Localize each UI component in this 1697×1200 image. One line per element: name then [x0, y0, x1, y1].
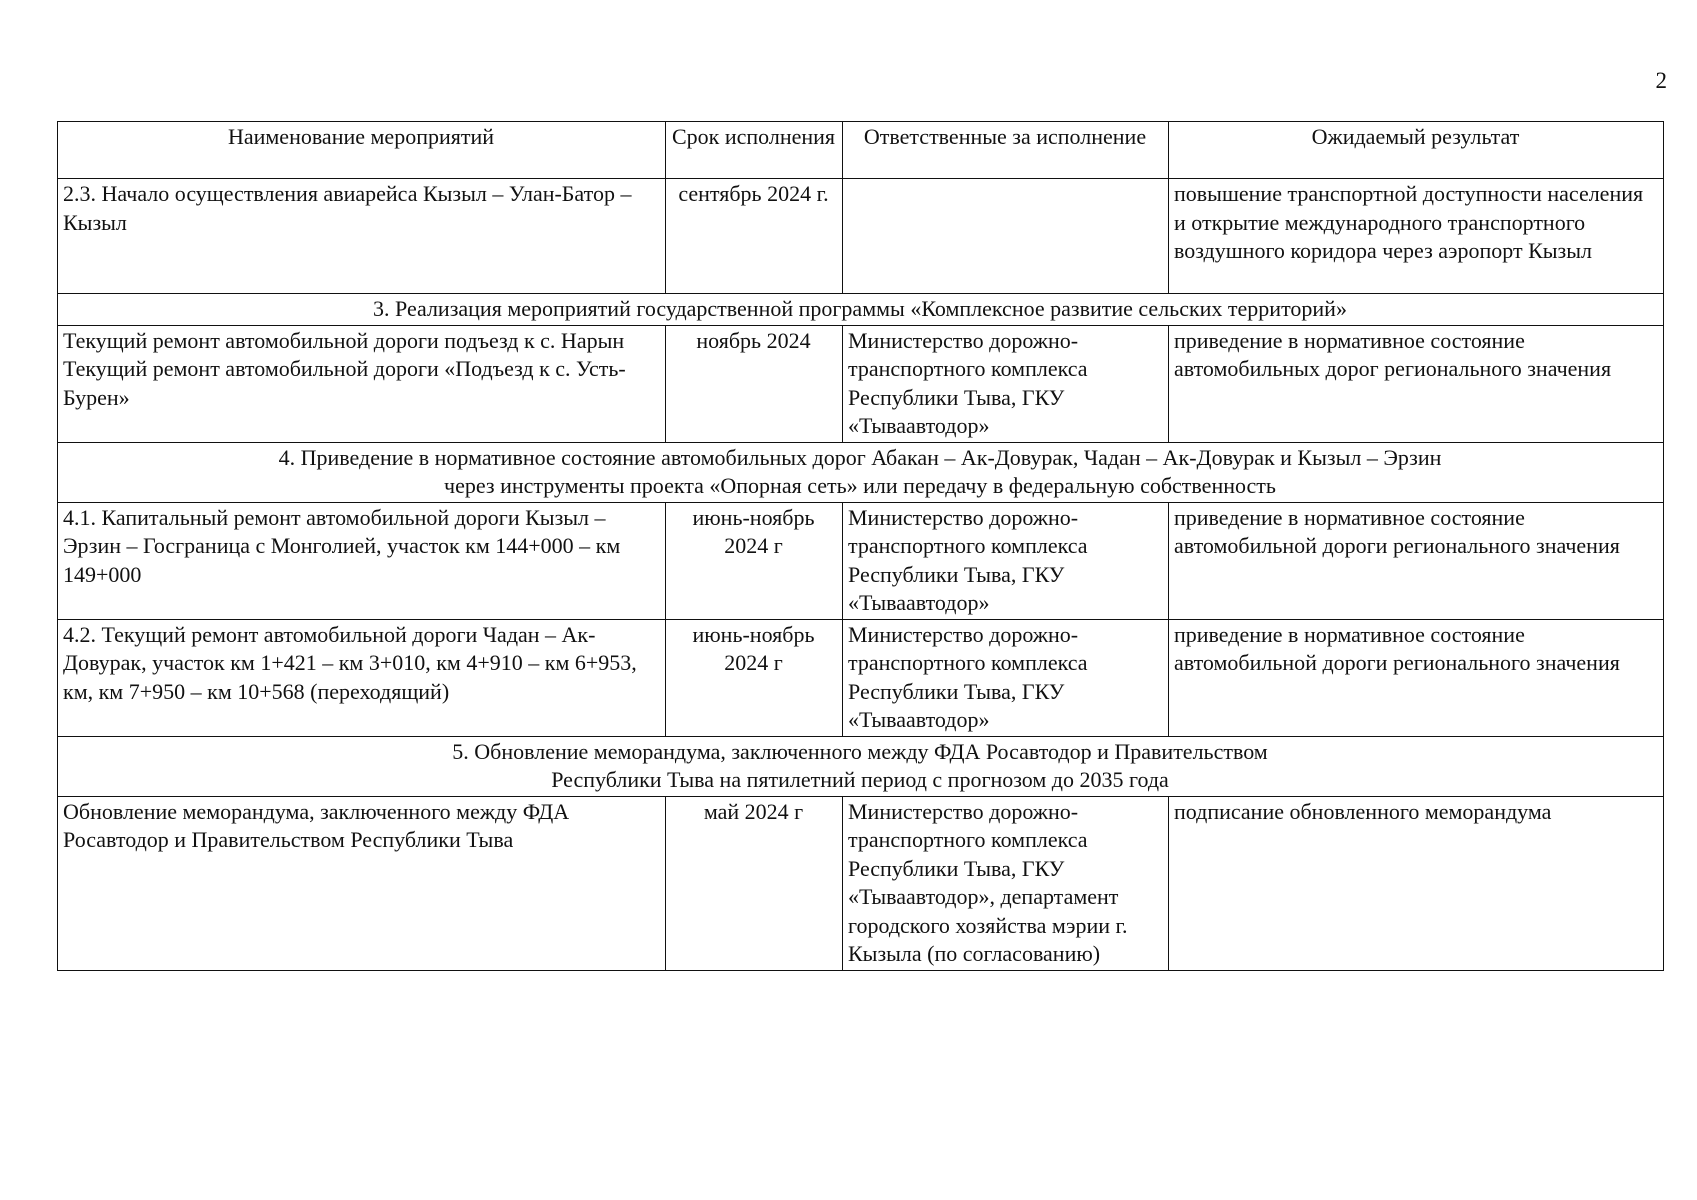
- table-row: [58, 502, 1664, 619]
- section-title-4-line2: через инструменты проекта «Опорная сеть» или передачу в федеральную собственность: [444, 473, 1276, 498]
- activity-name: Текущий ремонт автомобильной дороги подъезд к с. Нарын Текущий ремонт автомобильной дороги «Подъезд к с. Усть-Бурен»: [58, 325, 666, 442]
- section-row: [58, 294, 1664, 326]
- activity-term: июнь-ноябрь 2024 г: [666, 502, 843, 619]
- activity-responsible: Министерство дорожно-транспортного комплекса Республики Тыва, ГКУ «Тываавтодор»: [843, 619, 1169, 736]
- activity-term: ноябрь 2024: [666, 325, 843, 442]
- table-row: [58, 179, 1664, 294]
- section-title-4: [58, 442, 1664, 502]
- activity-result: приведение в нормативное состояние автомобильной дороги регионального значения: [1169, 619, 1664, 736]
- section-title-5-line1: 5. Обновление меморандума, заключенного между ФДА Росавтодор и Правительством: [452, 738, 1268, 764]
- page-number: 2: [1655, 68, 1667, 93]
- header-activity-name: Наименование мероприятий: [58, 122, 666, 179]
- activity-responsible: Министерство дорожно-транспортного комплекса Республики Тыва, ГКУ «Тываавтодор»: [843, 502, 1169, 619]
- activity-term: июнь-ноябрь 2024 г: [666, 619, 843, 736]
- section-title-3: 3. Реализация мероприятий государственной программы «Комплексное развитие сельских территорий»: [58, 294, 1664, 326]
- activity-name: Обновление меморандума, заключенного между ФДА Росавтодор и Правительством Республики Тыва: [58, 796, 666, 970]
- activity-result: повышение транспортной доступности населения и открытие международного транспортного воздушного коридора через аэропорт Кызыл: [1169, 179, 1664, 294]
- section-row: [58, 442, 1664, 502]
- table-header-row: [58, 122, 1664, 179]
- activity-responsible: Министерство дорожно-транспортного комплекса Республики Тыва, ГКУ «Тываавтодор»: [843, 325, 1169, 442]
- activity-responsible: Министерство дорожно-транспортного комплекса Республики Тыва, ГКУ «Тываавтодор», департамент городского хозяйства мэрии г. Кызыла (по согласованию): [843, 796, 1169, 970]
- activity-name: 4.2. Текущий ремонт автомобильной дороги Чадан – Ак-Довурак, участок км 1+421 – км 3+010, км 4+910 – км 6+953, км, км 7+950 – км 10+568 (переходящий): [58, 619, 666, 736]
- section-row: [58, 736, 1664, 796]
- table-row: [58, 796, 1664, 970]
- header-responsible: Ответственные за исполнение: [843, 122, 1169, 179]
- activity-result: подписание обновленного меморандума: [1169, 796, 1664, 970]
- section-title-4-line1: 4. Приведение в нормативное состояние автомобильных дорог Абакан – Ак-Довурак, Чадан – Ак-Довурак и Кызыл – Эрзин: [278, 444, 1442, 470]
- activity-term: сентябрь 2024 г.: [666, 179, 843, 294]
- activity-name: 4.1. Капитальный ремонт автомобильной дороги Кызыл – Эрзин – Госграница с Монголией, участок км 144+000 – км 149+000: [58, 502, 666, 619]
- activities-table: [57, 121, 1664, 971]
- activity-result: приведение в нормативное состояние автомобильных дорог регионального значения: [1169, 325, 1664, 442]
- table-row: [58, 325, 1664, 442]
- activity-result: приведение в нормативное состояние автомобильной дороги регионального значения: [1169, 502, 1664, 619]
- header-expected-result: Ожидаемый результат: [1169, 122, 1664, 179]
- section-title-5: [58, 736, 1664, 796]
- header-term: Срок исполнения: [666, 122, 843, 179]
- activity-responsible: [843, 179, 1169, 294]
- table-row: [58, 619, 1664, 736]
- activity-name: 2.3. Начало осуществления авиарейса Кызыл – Улан-Батор – Кызыл: [58, 179, 666, 294]
- activity-term: май 2024 г: [666, 796, 843, 970]
- section-title-5-line2: Республики Тыва на пятилетний период с прогнозом до 2035 года: [551, 767, 1169, 792]
